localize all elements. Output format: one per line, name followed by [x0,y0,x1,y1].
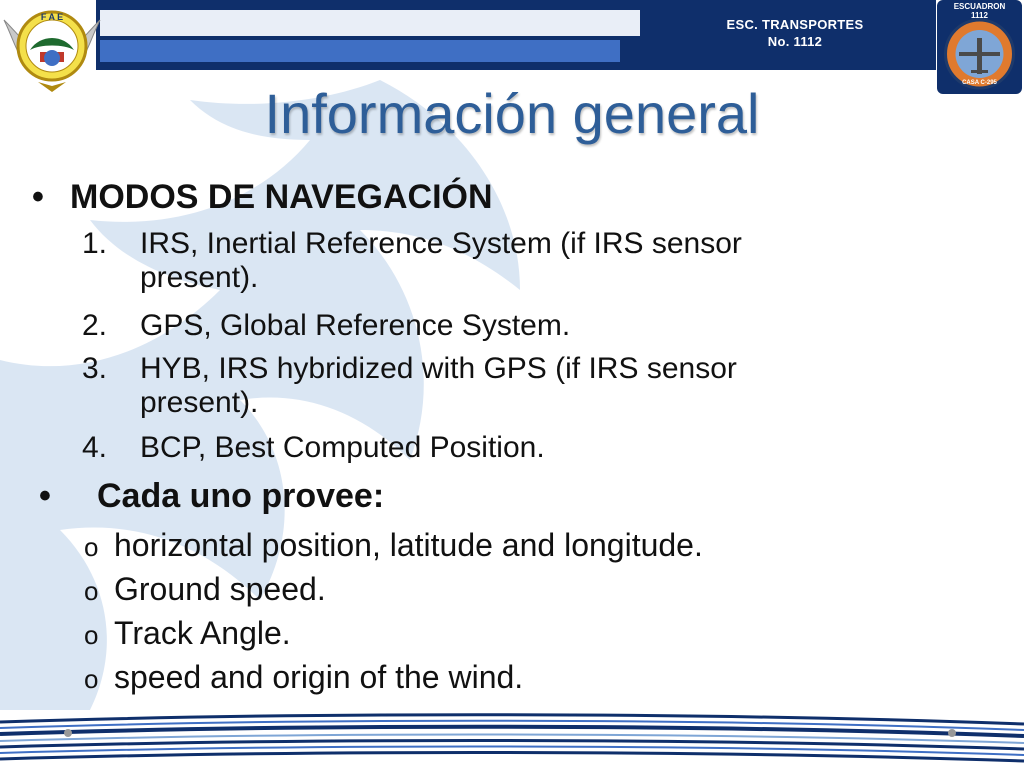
bullet-marker: • [32,178,44,216]
list-item-line1: BCP, Best Computed Position. [140,431,545,464]
list-item-marker: o [84,576,99,606]
escuadron-emblem-line1: ESCUADRON [953,2,1006,11]
slide-title: Información general [264,82,760,145]
section-provee-heading-text: Cada uno provee: [97,477,385,515]
header-unit-line1: ESC. TRANSPORTES [726,17,864,32]
header-mid-stripe [100,40,620,62]
footer-stripes [0,710,1024,768]
escuadron-emblem-line2: 1112 [971,11,988,20]
list-item [84,613,291,653]
list-item-number: 1. [82,227,108,260]
header-unit-title [660,16,930,50]
list-item [84,525,703,565]
list-item-text: Ground speed. [114,571,326,607]
list-item-marker: o [84,532,99,562]
section-modos-heading-text: MODOS DE NAVEGACIÓN [70,178,493,216]
list-item-line2: present). [140,261,259,294]
section-provee-heading [39,476,385,516]
list-item-line2: present). [140,386,259,419]
list-item-text: speed and origin of the wind. [114,659,524,695]
list-item [82,430,545,466]
list-item [82,226,742,296]
header-unit-line2: No. 1112 [767,34,823,49]
list-item-marker: o [84,620,99,650]
list-item-line1: HYB, IRS hybridized with GPS (if IRS sensor [140,352,737,385]
list-item-number: 4. [82,431,108,464]
list-item-text: horizontal position, latitude and longitude. [114,527,703,563]
header-light-stripe [100,10,640,36]
list-item-marker: o [84,664,99,694]
list-item-number: 2. [82,309,108,342]
list-item-line1: GPS, Global Reference System. [140,309,571,342]
list-item [82,308,571,344]
list-item-number: 3. [82,352,108,385]
bullet-marker: • [39,477,51,515]
list-item [84,569,326,609]
list-item [82,351,737,421]
list-item-text: Track Angle. [114,615,291,651]
list-item [84,657,524,697]
escuadron-emblem-bottom: CASA C-295 [962,80,997,86]
list-item-line1: IRS, Inertial Reference System (if IRS sensor [140,227,742,260]
fae-emblem-text: F A E [40,12,64,22]
section-modos-heading [32,177,493,217]
